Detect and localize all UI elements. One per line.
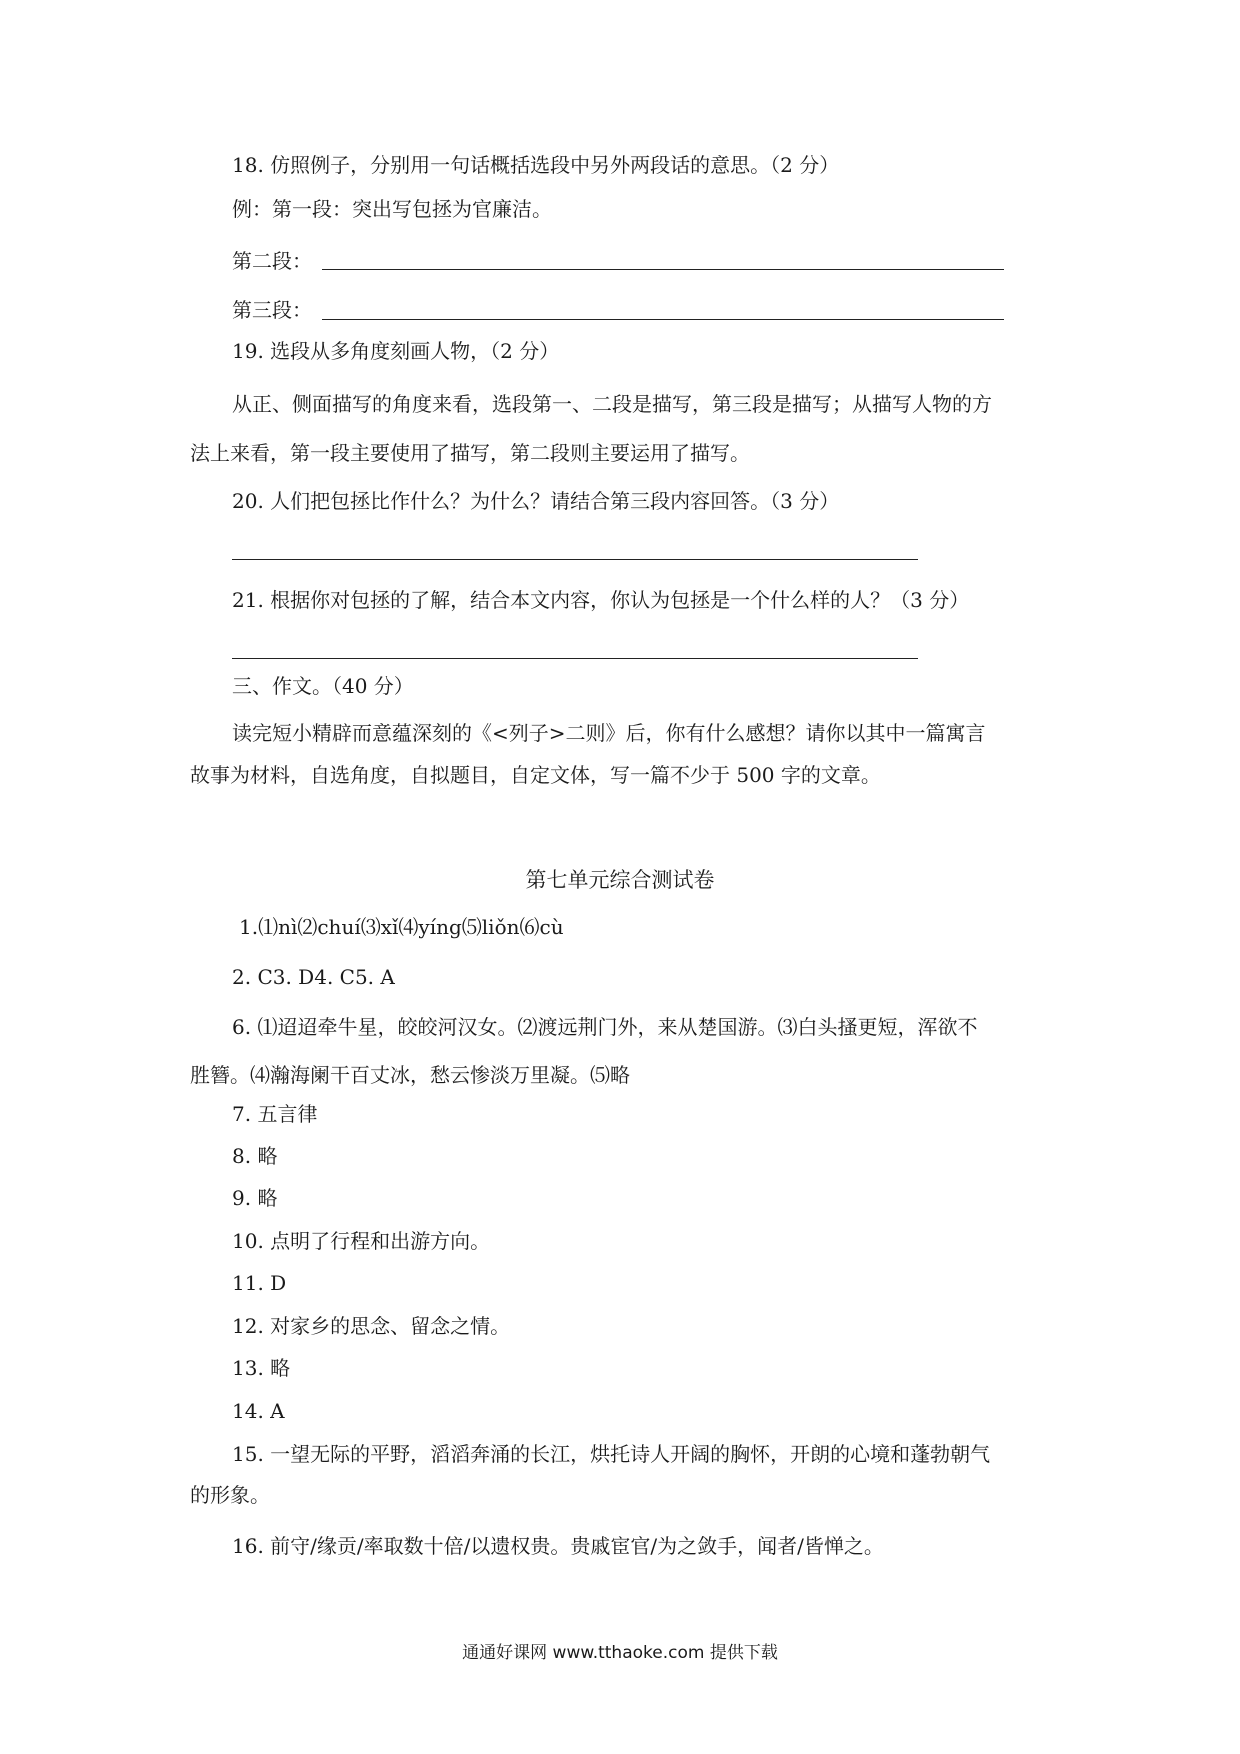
question-19: 19. 选段从多角度刻画人物，（2 分） [232,339,560,363]
essay-line-1: 读完短小精辟而意蕴深刻的《<列子>二则》后，你有什么感想？请你以其中一篇寓言 [232,721,986,745]
answer-item: 2. C3. D4. C5. A [232,965,395,989]
question-19-line-2: 法上来看，第一段主要使用了描写，第二段则主要运用了描写。 [190,441,750,465]
question-18-example: 例：第一段：突出写包拯为官廉洁。 [232,197,552,221]
essay-heading: 三、作文。（40 分） [232,674,414,698]
question-18: 18. 仿照例子，分别用一句话概括选段中另外两段话的意思。（2 分） [232,153,840,177]
answer-item: 胜簪。⑷瀚海阑干百丈冰，愁云惨淡万里凝。⑸略 [190,1063,630,1087]
answer-item: 7. 五言律 [232,1102,318,1126]
answer-line-third-paragraph [322,319,1004,320]
answer-item: 15. 一望无际的平野，滔滔奔涌的长江，烘托诗人开阔的胸怀，开朗的心境和蓬勃朝气 [232,1442,991,1466]
answer-item: 6. ⑴迢迢牵牛星，皎皎河汉女。⑵渡远荆门外，来从楚国游。⑶白头搔更短，浑欲不 [232,1015,978,1039]
answer-line-second-paragraph [322,269,1004,270]
answer-item: 13. 略 [232,1356,291,1380]
answer-item: 14. A [232,1399,285,1423]
essay-line-2: 故事为材料，自选角度，自拟题目，自定文体，写一篇不少于 500 字的文章。 [190,763,881,787]
answer-item: 12. 对家乡的思念、留念之情。 [232,1314,511,1338]
question-19-line-1: 从正、侧面描写的角度来看，选段第一、二段是描写，第三段是描写；从描写人物的方 [232,392,992,416]
answer-item: 1.⑴nì⑵chuí⑶xǐ⑷yíng⑸liǒn⑹cù [239,915,564,939]
answer-key-title: 第七单元综合测试卷 [525,868,715,892]
answer-line-question-20 [232,559,918,560]
answer-item: 9. 略 [232,1186,278,1210]
answer-item: 11. D [232,1271,287,1295]
answer-line-question-21 [232,658,918,659]
answer-item: 8. 略 [232,1144,278,1168]
question-18-second-label: 第二段： [232,249,312,273]
page-footer: 通通好课网 www.tthaoke.com 提供下载 [462,1643,778,1663]
question-20: 20. 人们把包拯比作什么？为什么？请结合第三段内容回答。（3 分） [232,489,840,513]
question-18-third-label: 第三段： [232,298,312,322]
answer-item: 的形象。 [190,1483,270,1507]
answer-item: 10. 点明了行程和出游方向。 [232,1229,491,1253]
answer-item: 16. 前守/缘贡/率取数十倍/以遗权贵。贵戚宦官/为之敛手，闻者/皆惮之。 [232,1534,884,1558]
question-21: 21. 根据你对包拯的了解，结合本文内容，你认为包拯是一个什么样的人？（3 分） [232,588,970,612]
